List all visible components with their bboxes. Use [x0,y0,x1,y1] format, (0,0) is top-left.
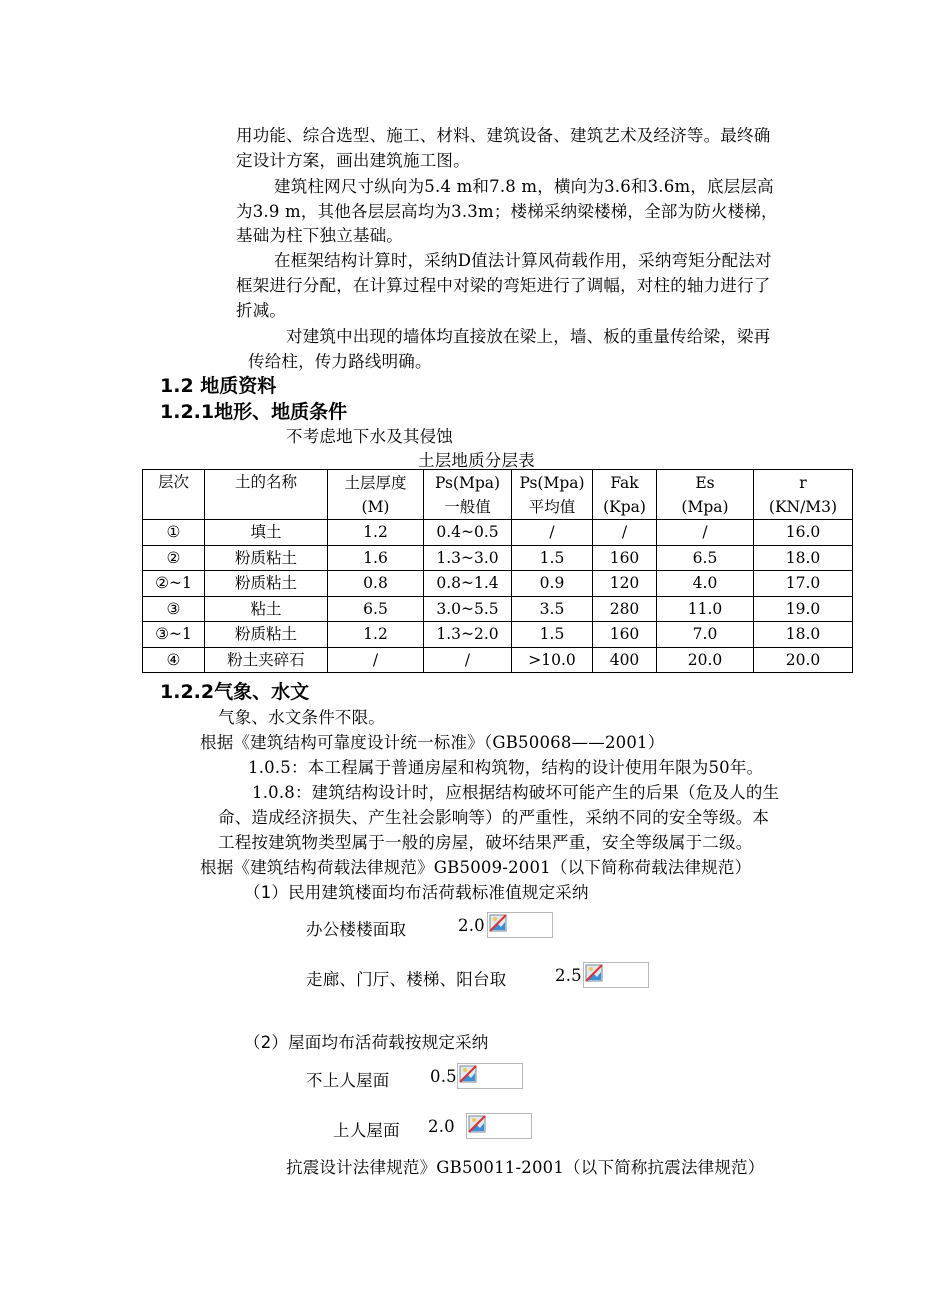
cell: 1.2 [328,622,424,648]
soil-layer-table [142,469,853,673]
cell: ③~1 [143,622,205,648]
broken-image-icon [468,1115,488,1135]
cell: 11.0 [657,596,754,622]
broken-image-icon [459,1065,479,1085]
table-header-row [143,470,853,520]
cell: 160 [593,545,657,571]
load-value: 2.0 [458,916,485,935]
cell: ④ [143,647,205,673]
header-cell: 层次 [143,470,205,520]
table-caption: 土层地质分层表 [418,451,535,470]
cell: 20.0 [754,647,853,673]
header-cell: Es (Mpa) [657,470,754,520]
cell: 1.3~3.0 [424,545,512,571]
cell: 6.5 [328,596,424,622]
table-row [143,647,853,673]
basis-text: 根据《建筑结构荷载法律规范》GB5009-2001（以下简称荷载法律规范） [200,858,752,877]
cell: 0.9 [512,571,593,597]
cell: 1.5 [512,622,593,648]
header-cell: Fak (Kpa) [593,470,657,520]
intro-line: 框架进行分配，在计算过程中对梁的弯矩进行了调幅，对柱的轴力进行了 [236,276,771,295]
cell: 1.5 [512,545,593,571]
load-value: 2.0 [428,1117,455,1136]
cell: / [328,647,424,673]
header-cell: Ps(Mpa) 一般值 [424,470,512,520]
table-row [143,622,853,648]
cell: 3.5 [512,596,593,622]
intro-line: 在框架结构计算时，采纳D值法计算风荷载作用，采纳弯矩分配法对 [274,251,772,270]
load-label: 走廊、门厅、楼梯、阳台取 [306,970,507,989]
cell: 19.0 [754,596,853,622]
cell: 1.2 [328,520,424,546]
load-label: 不上人屋面 [306,1071,390,1090]
cell: 3.0~5.5 [424,596,512,622]
cell: 粉质粘土 [205,622,328,648]
clause-text: 命、造成经济损失、产生社会影响等）的严重性，采纳不同的安全等级。本 [218,808,770,827]
cell: 粉土夹碎石 [205,647,328,673]
load-value: 2.5 [555,966,582,985]
intro-line: 用功能、综合选型、施工、材料、建筑设备、建筑艺术及经济等。最终确 [236,126,771,145]
cell: 18.0 [754,545,853,571]
cell: / [512,520,593,546]
cell: ① [143,520,205,546]
table-row [143,520,853,546]
intro-line: 建筑柱网尺寸纵向为5.4 m和7.8 m，横向为3.6和3.6m，底层层高 [274,177,774,196]
cell: 粉质粘土 [205,571,328,597]
cell: 16.0 [754,520,853,546]
seismic-text: 抗震设计法律规范》GB50011-2001（以下简称抗震法律规范） [286,1158,765,1177]
cell: 18.0 [754,622,853,648]
section-heading: 1.2 地质资料 [160,375,277,397]
broken-image-icon [489,914,509,934]
cell: 400 [593,647,657,673]
intro-line: 基础为柱下独立基础。 [236,226,403,245]
intro-line: 为3.9 m，其他各层层高均为3.3m；楼梯采纳梁楼梯，全部为防火楼梯， [236,202,778,221]
cell: ③ [143,596,205,622]
cell: 17.0 [754,571,853,597]
cell: 填土 [205,520,328,546]
cell: 4.0 [657,571,754,597]
header-cell: Ps(Mpa) 平均值 [512,470,593,520]
header-cell: r (KN/M3) [754,470,853,520]
broken-image-placeholder [583,962,649,988]
intro-line: 对建筑中出现的墙体均直接放在梁上，墙、板的重量传给梁，梁再 [286,327,771,346]
cell: 0.4~0.5 [424,520,512,546]
cell: ② [143,545,205,571]
clause-text: 工程按建筑物类型属于一般的房屋，破坏结果严重，安全等级属于二级。 [218,833,753,852]
intro-line: 传给柱，传力路线明确。 [248,352,432,371]
cell: 120 [593,571,657,597]
section-heading: 1.2.2气象、水文 [160,681,310,703]
cell: 160 [593,622,657,648]
intro-line: 折减。 [236,301,287,320]
header-cell: 土的名称 [205,470,328,520]
note-text: 不考虑地下水及其侵蚀 [286,427,453,446]
clause-text: 1.0.5：本工程属于普通房屋和构筑物，结构的设计使用年限为50年。 [248,758,764,777]
cell: 6.5 [657,545,754,571]
item-text: （1）民用建筑楼面均布活荷载标准值规定采纳 [244,883,589,902]
broken-image-placeholder [466,1113,532,1139]
load-value: 0.5 [430,1067,457,1086]
cell: 280 [593,596,657,622]
cell: >10.0 [512,647,593,673]
broken-image-icon [585,964,605,984]
table-row [143,596,853,622]
clause-text: 1.0.8：建筑结构设计时，应根据结构破坏可能产生的后果（危及人的生 [252,783,780,802]
cell: 0.8 [328,571,424,597]
table-row [143,571,853,597]
cell: / [657,520,754,546]
cell: 粉质粘土 [205,545,328,571]
cell: 粘土 [205,596,328,622]
item-text: （2）屋面均布活荷载按规定采纳 [244,1033,489,1052]
cell: / [424,647,512,673]
basis-text: 根据《建筑结构可靠度设计统一标准》（GB50068——2001） [200,733,665,752]
broken-image-placeholder [457,1063,523,1089]
header-cell: 土层厚度 (M) [328,470,424,520]
note-text: 气象、水文条件不限。 [218,708,385,727]
table-row [143,545,853,571]
broken-image-placeholder [487,912,553,938]
cell: 7.0 [657,622,754,648]
cell: ②~1 [143,571,205,597]
intro-line: 定设计方案，画出建筑施工图。 [236,151,470,170]
cell: / [593,520,657,546]
cell: 20.0 [657,647,754,673]
cell: 0.8~1.4 [424,571,512,597]
cell: 1.6 [328,545,424,571]
load-label: 办公楼楼面取 [306,920,407,939]
load-label: 上人屋面 [333,1121,400,1140]
cell: 1.3~2.0 [424,622,512,648]
section-heading: 1.2.1地形、地质条件 [160,401,348,423]
